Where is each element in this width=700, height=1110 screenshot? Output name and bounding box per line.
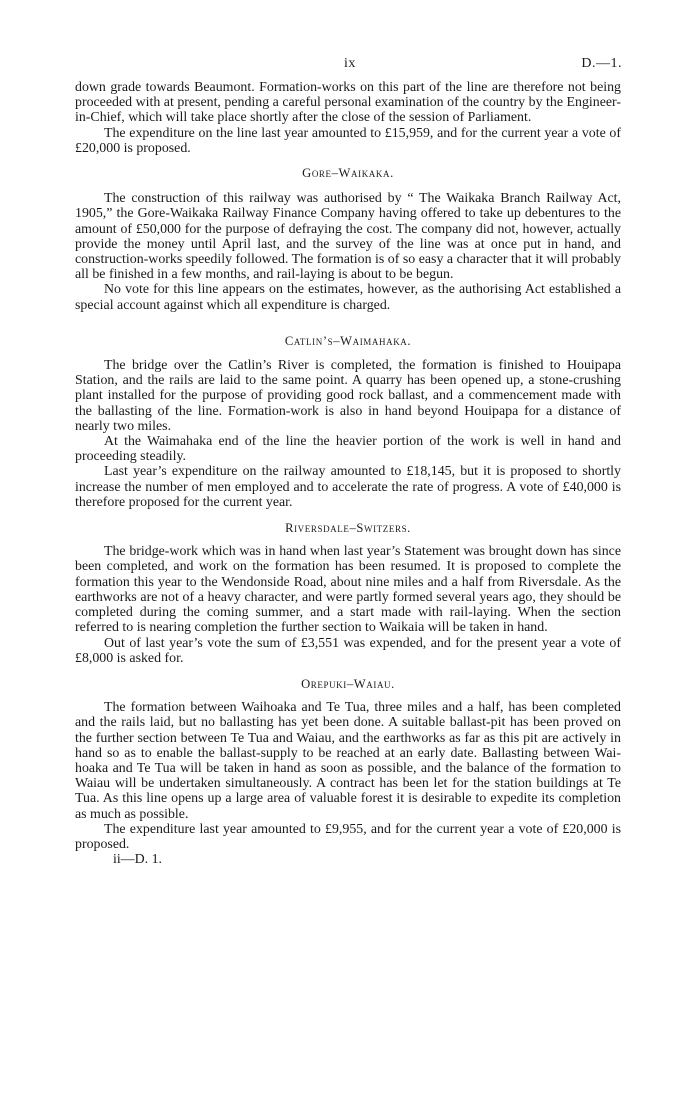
paragraph: The formation between Waihoaka and Te Tua, three miles and a half, has been completed and the rails laid, but no ballasting has yet been done. A suitable ballast-pit has been proved on the further section between Te Tua and Waiau, and the earthworks as far as this pit are actively in hand so as to enable the ballast-supply to be reached at an early date. Ballasting between Waihoaka and Te Tua will be taken in hand as soon as possible, and the balance of the formation to Waiau will be undertaken simultaneously. A contract has been let for the station buildings at Te Tua. As this line opens up a large area of valuable forest it is desirable to expedite its completion as much as possible. (75, 700, 621, 822)
paragraph: down grade towards Beaumont. Formation-works on this part of the line are therefore not being proceeded with at present, pending a careful personal examination of the country by the Engineer-in-Chief, which will take place shortly after the close of the session of Parliament. (75, 80, 621, 126)
page-body (75, 80, 621, 867)
paragraph: The expenditure on the line last year amounted to £15,959, and for the current year a vote of £20,000 is proposed. (75, 125, 621, 156)
signature-mark: ii—D. 1. (113, 852, 163, 868)
paragraph: The bridge-work which was in hand when last year’s Statement was brought down has since been completed, and work on the formation has been resumed. It is proposed to complete the formation this year to the Wendonside Road, about nine miles and a half from Riversdale. As the earthworks are not of a heavy character, and were partly formed several years ago, they should be completed during the coming summer, and a start made with rail-laying. When the section referred to is nearing completion the further section to Waikaia will be taken in hand. (75, 544, 621, 636)
paragraph: At the Waimahaka end of the line the heavier portion of the work is well in hand and proceeding steadily. (75, 434, 621, 465)
page-number: ix (344, 56, 356, 71)
section-heading-catlins-waimahaka: Catlin’s–Waimahaka. (284, 333, 412, 348)
paragraph: The expenditure last year amounted to £9,955, and for the current year a vote of £20,000 is proposed. (75, 821, 621, 852)
paragraph: No vote for this line appears on the estimates, however, as the authorising Act established a special account against which all expenditure is charged. (75, 282, 621, 313)
paragraph: The bridge over the Catlin’s River is completed, the formation is finished to Houipapa Station, and the rails are laid to the same point. A quarry has been opened up, a stone-crushing plant installed for the purpose of providing good rock ballast, and a commencement made with the ballasting of the line. Formation-work is also in hand beyond Houipapa for a distance of nearly two miles. (75, 358, 621, 434)
paragraph: The construction of this railway was authorised by “ The Waikaka Branch Railway Act, 1905,” the Gore-Waikaka Railway Finance Company having offered to take up debentures to the amount of £50,000 for the purpose of defraying the cost. The company did not, however, actually provide the money until April last, and the survey of the line was at once put in hand, and construction-works speedily followed. The formation is of so easy a character that it will probably all be finished in a few months, and rail-laying is about to be begun. (75, 191, 621, 283)
paragraph: Out of last year’s vote the sum of £3,551 was expended, and for the present year a vote of £8,000 is asked for. (75, 635, 621, 666)
section-heading-riversdale-switzers: Riversdale–Switzers. (285, 521, 411, 536)
section-heading-orepuki-waiau: Orepuki–Waiau. (301, 676, 395, 691)
paragraph: Last year’s expenditure on the railway amounted to £18,145, but it is proposed to shortly increase the number of men employed and to accelerate the rate of progress. A vote of £40,000 is therefore proposed for the current year. (75, 464, 621, 510)
section-heading-gore-waikaka: Gore–Waikaka. (302, 166, 394, 181)
document-reference: D.—1. (581, 56, 622, 71)
